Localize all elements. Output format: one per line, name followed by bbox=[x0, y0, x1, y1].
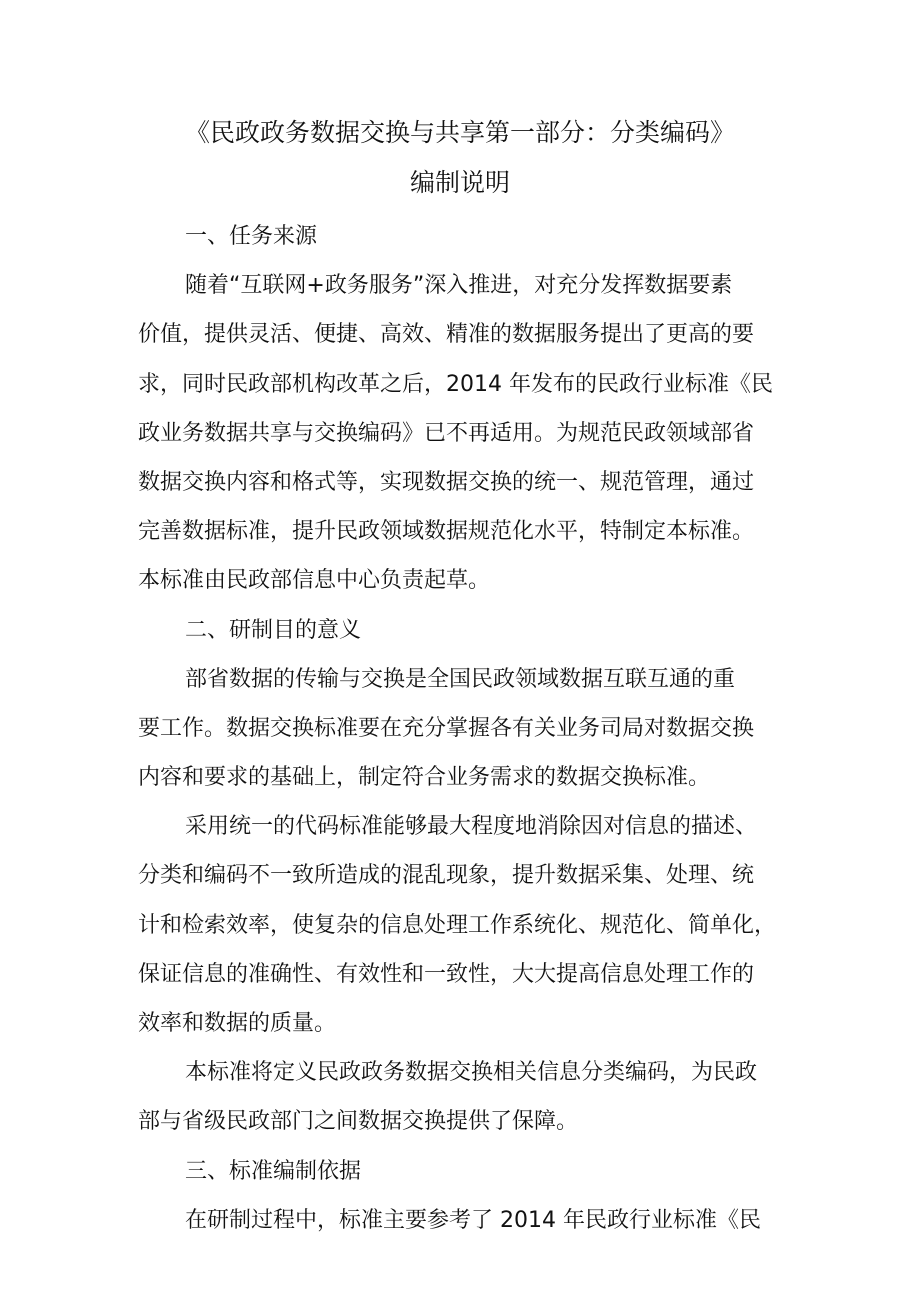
paragraph-line: 价值，提供灵活、便捷、高效、精准的数据服务提出了更高的要 bbox=[138, 322, 755, 348]
paragraph-line: 计和检索效率，使复杂的信息处理工作系统化、规范化、简单化， bbox=[138, 912, 777, 938]
paragraph-line: 部省数据的传输与交换是全国民政领域数据互联互通的重 bbox=[185, 666, 736, 692]
section-heading-basis: 三、标准编制依据 bbox=[185, 1158, 362, 1184]
section-heading-task-source: 一、任务来源 bbox=[185, 224, 318, 249]
paragraph-line: 随着“互联网+政务服务”深入推进，对充分发挥数据要素 bbox=[185, 273, 733, 299]
paragraph-line: 完善数据标准，提升民政领域数据规范化水平，特制定本标准。 bbox=[138, 519, 755, 545]
paragraph-line: 内容和要求的基础上，制定符合业务需求的数据交换标准。 bbox=[138, 765, 711, 791]
paragraph-line: 在研制过程中，标准主要参考了 2014 年民政行业标准《民 bbox=[185, 1207, 761, 1233]
paragraph-line: 保证信息的准确性、有效性和一致性，大大提高信息处理工作的 bbox=[138, 961, 755, 987]
paragraph-line: 分类和编码不一致所造成的混乱现象，提升数据采集、处理、统 bbox=[138, 863, 755, 889]
section-heading-purpose: 二、研制目的意义 bbox=[185, 617, 362, 643]
paragraph-line: 政业务数据共享与交换编码》已不再适用。为规范民政领域部省 bbox=[138, 420, 755, 446]
document-title: 《民政政务数据交换与共享第一部分：分类编码》 bbox=[184, 118, 735, 147]
paragraph-line: 求，同时民政部机构改革之后，2014 年发布的民政行业标准《民 bbox=[138, 371, 773, 397]
paragraph-line: 本标准将定义民政政务数据交换相关信息分类编码，为民政 bbox=[185, 1060, 758, 1086]
paragraph-line: 数据交换内容和格式等，实现数据交换的统一、规范管理，通过 bbox=[138, 469, 755, 495]
paragraph-line: 效率和数据的质量。 bbox=[138, 1011, 337, 1036]
paragraph-line: 本标准由民政部信息中心负责起草。 bbox=[138, 568, 491, 594]
paragraph-line: 采用统一的代码标准能够最大程度地消除因对信息的描述、 bbox=[185, 814, 758, 840]
document-subtitle: 编制说明 bbox=[409, 168, 510, 197]
document-body bbox=[138, 212, 793, 1245]
paragraph-line: 要工作。数据交换标准要在充分掌握各有关业务司局对数据交换 bbox=[138, 715, 755, 741]
paragraph-line: 部与省级民政部门之间数据交换提供了保障。 bbox=[138, 1109, 579, 1135]
